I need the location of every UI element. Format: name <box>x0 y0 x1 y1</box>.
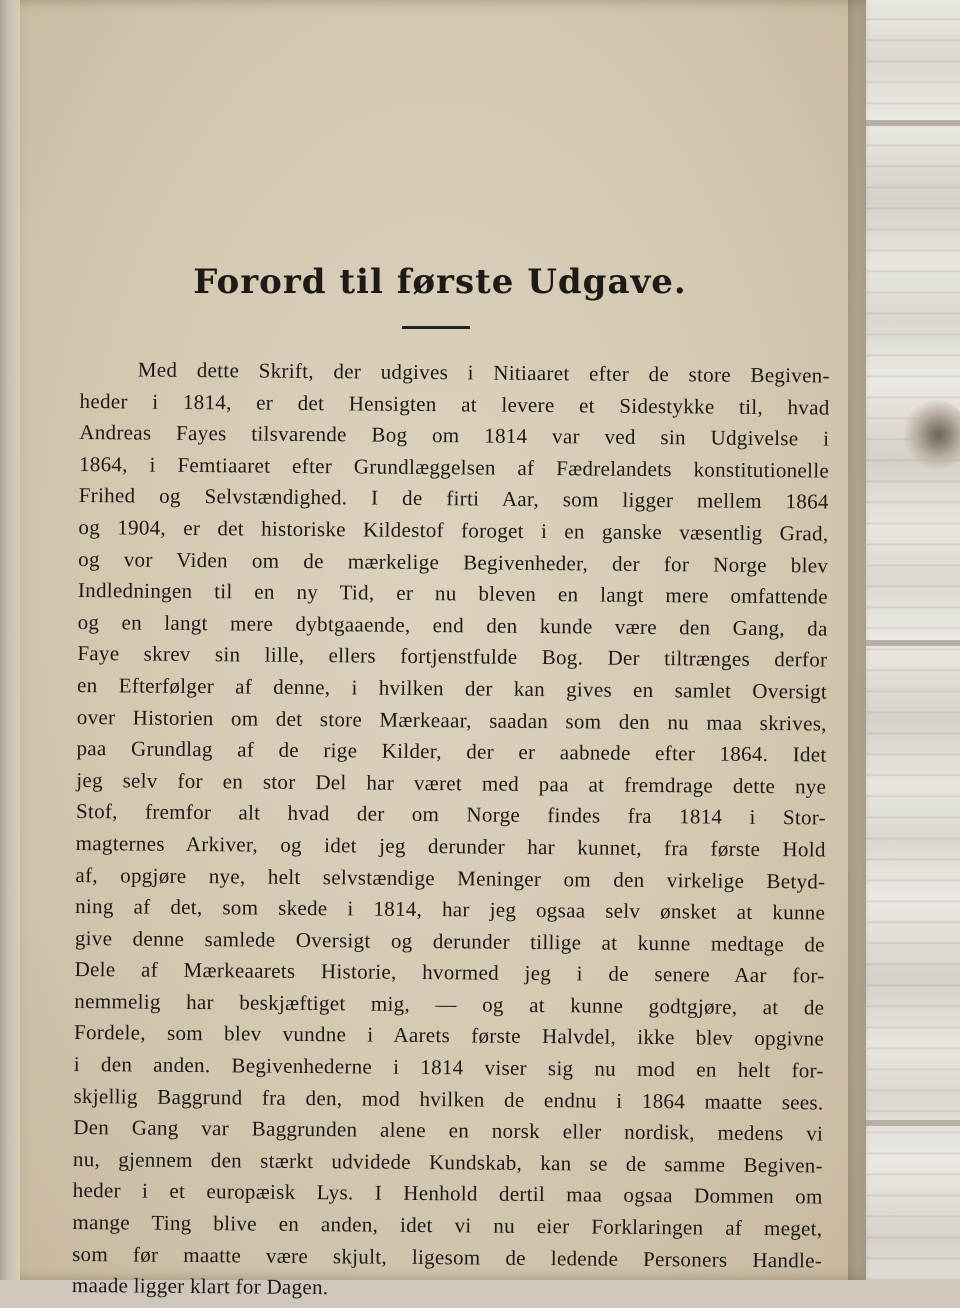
text-line: heder i et europæisk Lys. I Henhold dertil maa ogsaa Dommen om <box>72 1178 823 1209</box>
text-line: Frihed og Selvstændighed. I de firti Aar, som ligger mellem 1864 <box>78 483 829 514</box>
text-line: mange Ting blive en anden, idet vi nu eier Forklaringen af meget, <box>72 1209 823 1241</box>
text-line: Den Gang var Baggrunden alene en norsk eller nordisk, medens vi <box>73 1115 824 1146</box>
text-line: og vor Viden om de mærkelige Begivenheder, der for Norge blev <box>78 546 829 578</box>
book-spine-edge <box>0 0 20 1280</box>
text-line: 1864, i Femtiaaret efter Grundlæggelsen af Fædrelandets konstitutionelle <box>78 451 830 483</box>
text-line: give denne samlede Oversigt og derunder tillige at kunne medtage de <box>74 925 825 957</box>
heading-rule <box>402 326 470 329</box>
text-line: jeg selv for en stor Del har været med paa at fremdrage dette nye <box>76 767 827 799</box>
text-line: maade ligger klart for Dagen. <box>71 1273 329 1300</box>
text-line: Andreas Fayes tilsvarende Bog om 1814 var ved sin Udgivelse i <box>79 420 830 451</box>
text-line: paa Grundlag af de rige Kilder, der er aabnede efter 1864. Idet <box>76 736 827 767</box>
text-line: over Historien om det store Mærkeaar, saadan som den nu maa skrives, <box>76 704 827 736</box>
text-line: Faye skrev sin lille, ellers fortjenstfulde Bog. Der tiltrænges derfor <box>77 641 828 672</box>
text-line: Stof, fremfor alt hvad der om Norge findes fra 1814 i Stor- <box>75 799 827 830</box>
text-line: nu, gjennem den stærkt udvidede Kundskab, kan se de samme Begiven- <box>72 1146 824 1178</box>
preface-body <box>72 354 830 1308</box>
text-line: Fordele, som blev vundne i Aarets første Halvdel, ikke blev opgivne <box>73 1020 825 1051</box>
text-line: en Efterfølger af denne, i hvilken der kan gives en samlet Oversigt <box>77 672 828 704</box>
text-line: og 1904, er det historiske Kildestof foroget i en ganske væsentlig Grad, <box>78 514 829 546</box>
text-line: Indledningen til en ny Tid, er nu bleven en langt mere omfattende <box>77 578 829 609</box>
text-line: nemmelig har beskjæftiget mig, — og at kunne godtgjøre, at de <box>74 988 825 1020</box>
text-line: ning af det, som skede i 1814, har jeg ogsaa selv ønsket at kunne <box>75 894 826 925</box>
page-heading: Forord til første Udgave. <box>193 262 687 302</box>
text-line: skjellig Baggrund fra den, mod hvilken de endnu i 1864 maatte sees. <box>73 1083 824 1115</box>
text-line: og en langt mere dybtgaaende, end den kunde være den Gang, da <box>77 609 828 641</box>
text-line: Dele af Mærkeaarets Historie, hvormed jeg i de senere Aar for- <box>74 957 825 988</box>
text-line: i den anden. Begivenhederne i 1814 viser sig nu mod en helt for- <box>73 1052 824 1083</box>
text-line: som før maatte være skjult, ligesom de ledende Personers Handle- <box>72 1241 823 1273</box>
text-line: Med dette Skrift, der udgives i Nitiaaret efter de store Begiven- <box>137 357 830 388</box>
text-line: magternes Arkiver, og idet jeg derunder har kunnet, fra første Hold <box>75 830 826 862</box>
text-line: heder i 1814, er det Hensigten at levere et Sidestykke til, hvad <box>79 388 830 420</box>
text-line: af, opgjøre nye, helt selvstændige Meninger om den virkelige Betyd- <box>75 862 826 894</box>
page-edge-shadow <box>848 0 870 1280</box>
